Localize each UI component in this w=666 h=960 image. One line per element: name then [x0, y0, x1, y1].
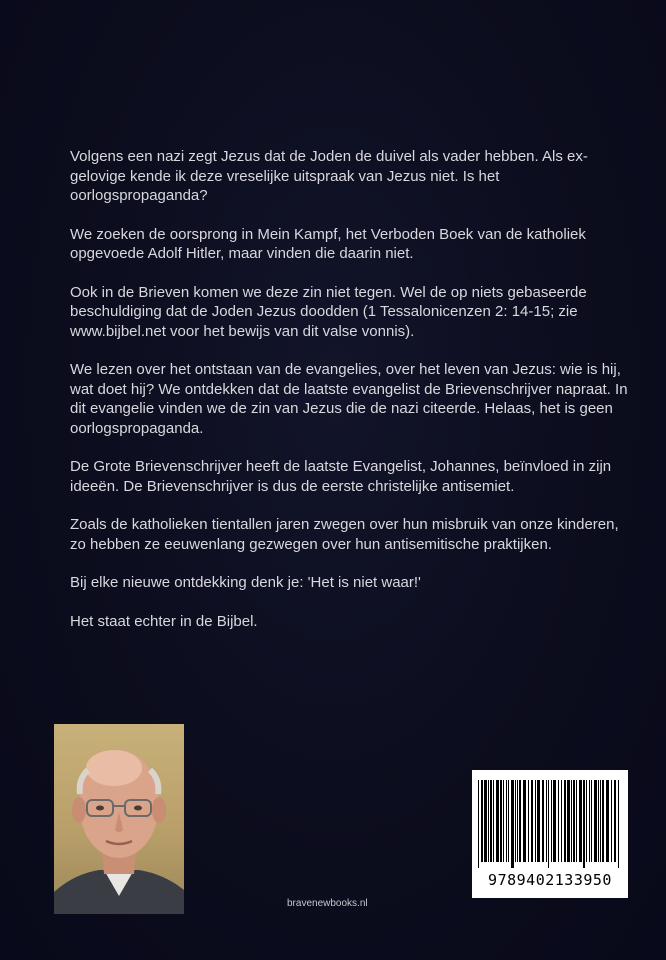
barcode-bar — [564, 780, 566, 862]
barcode-bar — [553, 780, 556, 862]
barcode-bar — [600, 780, 601, 862]
barcode-bar — [488, 780, 489, 862]
barcode-bar — [579, 780, 582, 862]
barcode-bar — [481, 780, 483, 862]
barcode-bar — [594, 780, 597, 862]
barcode-bar — [484, 780, 487, 862]
barcode-bar — [537, 780, 540, 862]
blurb-paragraph-5: De Grote Brievenschrijver heeft de laatste Evangelist, Johannes, beïnvloed in zijn ideeën. De Brievenschrijver is dus de eerste christelijke antisemiet. — [70, 458, 612, 495]
barcode-bar — [567, 780, 570, 862]
barcode-bar — [618, 780, 619, 868]
barcode-bar — [508, 780, 509, 862]
barcode-bar — [519, 780, 521, 862]
barcode-bar — [506, 780, 507, 862]
blurb-paragraph-1: Volgens een nazi zegt Jezus dat de Joden de duivel als vader hebben. Als ex-gelovige kende ik deze vreselijke uitspraak van Jezus niet. Is het oorlogspropaganda? — [70, 148, 588, 204]
blurb-paragraph-4: We lezen over het ontstaan van de evangelies, over het leven van Jezus: wie is hij, wat doet hij? We ontdekken dat de laatste evangelist de Brievenschrijver napraat. In dit evangelie vinden we de zin van Jezus die de nazi citeerde. Helaas, het is geen oorlogspropaganda. — [70, 361, 628, 437]
barcode-bar — [542, 780, 544, 862]
barcode-bar — [493, 780, 494, 862]
barcode-bar — [515, 780, 516, 862]
barcode-bar — [589, 780, 590, 862]
barcode-bar — [496, 780, 499, 862]
isbn-barcode — [472, 770, 628, 898]
barcode-bar — [478, 780, 479, 868]
barcode-bar — [586, 780, 587, 862]
isbn-number: 9789402133950 — [488, 871, 612, 889]
barcode-bar — [573, 780, 575, 862]
publisher-label: bravenewbooks.nl — [287, 898, 368, 909]
barcode-bar — [571, 780, 572, 862]
barcode-bar — [583, 780, 585, 868]
blurb-text — [70, 147, 630, 650]
blurb-paragraph-8: Het staat echter in de Bijbel. — [70, 612, 258, 630]
barcode-bar — [548, 780, 549, 868]
barcode-bar — [490, 780, 492, 862]
barcode-bar — [546, 780, 547, 862]
barcode-bar — [528, 780, 529, 862]
barcode-bar — [598, 780, 599, 862]
blurb-paragraph-2: We zoeken de oorsprong in Mein Kampf, het Verboden Boek van de katholiek opgevoede Adolf Hitler, maar vinden die daarin niet. — [70, 225, 586, 262]
barcode-bar — [611, 780, 612, 862]
barcode-bar — [503, 780, 504, 862]
barcode-bars — [472, 770, 628, 870]
barcode-bar — [602, 780, 604, 862]
barcode-bar — [561, 780, 562, 862]
barcode-bar — [535, 780, 536, 862]
author-portrait-icon — [54, 724, 184, 914]
barcode-bar — [591, 780, 592, 862]
barcode-bar — [511, 780, 514, 868]
barcode-bar — [558, 780, 559, 862]
blurb-paragraph-6: Zoals de katholieken tientallen jaren zwegen over hun misbruik van onze kinderen, zo hebben ze eeuwenlang gezwegen over hun antisemitische praktijken. — [70, 516, 619, 553]
author-photo — [54, 724, 184, 914]
barcode-bar — [531, 780, 533, 862]
barcode-bar — [551, 780, 552, 862]
blurb-paragraph-7: Bij elke nieuwe ontdekking denk je: 'Het is niet waar!' — [70, 574, 421, 591]
barcode-bar — [523, 780, 526, 862]
barcode-bar — [606, 780, 609, 862]
barcode-bar — [614, 780, 616, 862]
barcode-bar — [517, 780, 518, 862]
barcode-bar — [500, 780, 502, 862]
blurb-paragraph-3: Ook in de Brieven komen we deze zin niet tegen. Wel de op niets gebaseerde beschuldiging dat de Joden Jezus doodden (1 Tessalonicenzen 2: 14-15; zie www.bijbel.net voor het bewijs van dit valse vonnis). — [70, 283, 587, 340]
barcode-bar — [576, 780, 577, 862]
